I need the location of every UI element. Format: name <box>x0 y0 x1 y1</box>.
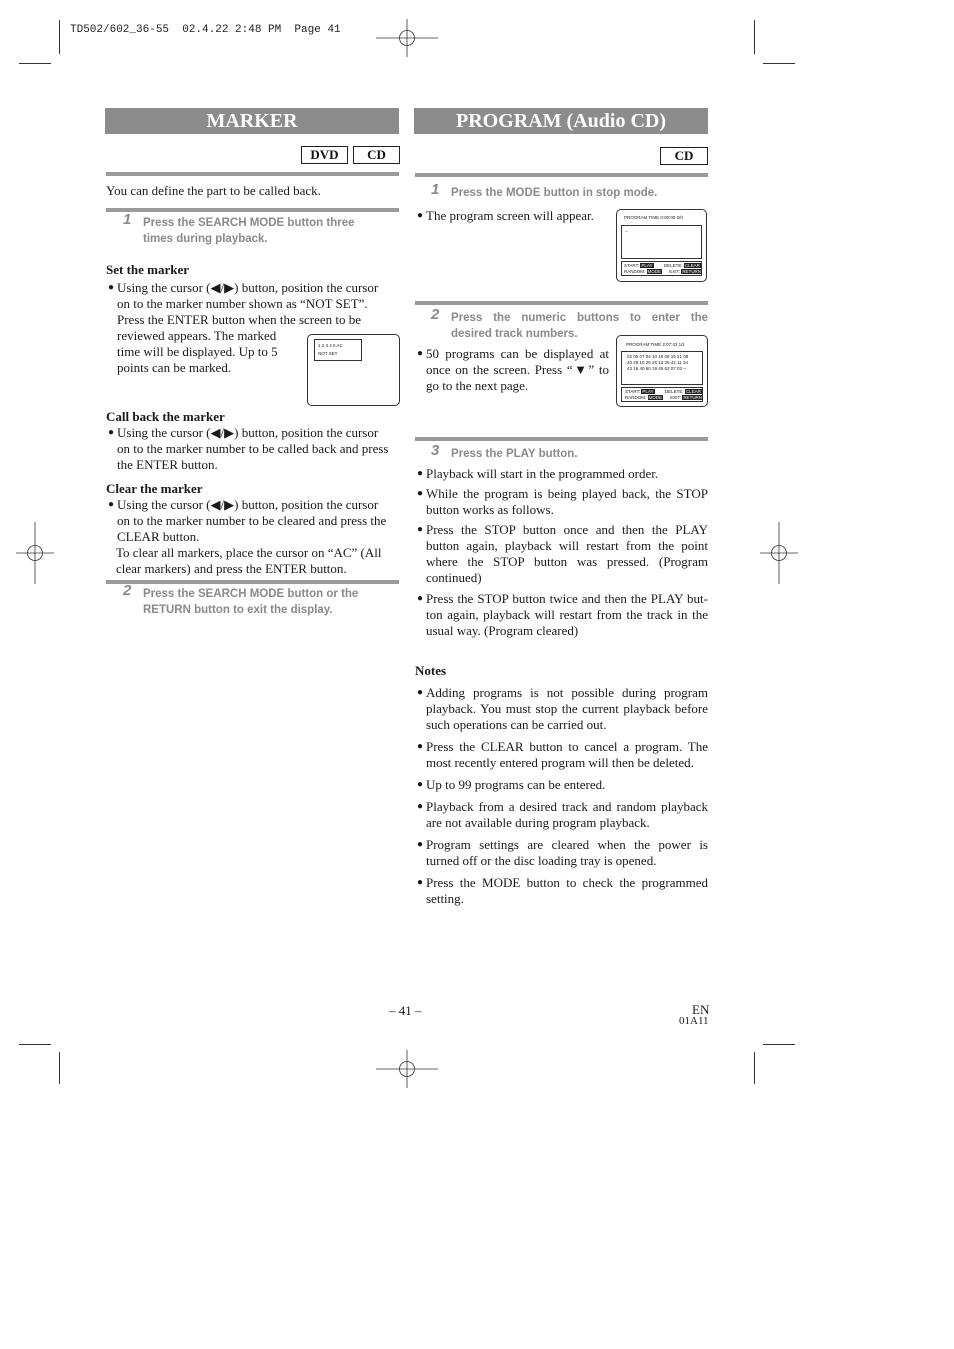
page-number: – 41 – <box>389 1003 422 1018</box>
step-number: 3 <box>431 442 440 459</box>
screen-track-row: 20 28 10 25 26 13 30 42 11 34 <box>627 360 688 365</box>
set-marker-heading: Set the marker <box>106 262 190 277</box>
text-line: Press the CLEAR button to cancel a program. The <box>426 739 708 754</box>
text-line: time will be displayed. Up to 5 <box>117 344 278 359</box>
text-line: Using the cursor (◀/▶) button, position the cursor <box>117 497 379 512</box>
badge-cd: CD <box>353 146 400 164</box>
note-5 <box>426 837 708 869</box>
bullet-icon: ● <box>417 524 424 535</box>
bullet-icon: ● <box>417 593 424 604</box>
language-code: EN <box>692 1002 710 1017</box>
badge-cd: CD <box>660 147 708 165</box>
step-text-line: Press the SEARCH MODE button three <box>143 217 355 229</box>
bullet-icon: ● <box>417 468 424 479</box>
bullet-icon: ● <box>417 779 424 790</box>
text-line: the ENTER button. <box>117 457 218 472</box>
screen-label: EXIT: <box>670 395 682 400</box>
bullet-icon: ● <box>417 839 424 850</box>
screen-label: START: <box>625 389 641 394</box>
step-text-line: desired track numbers. <box>451 328 578 340</box>
bullet-icon: ● <box>417 687 424 698</box>
step-number: 1 <box>123 211 132 228</box>
step-number: 2 <box>123 582 132 599</box>
program-step-3 <box>431 442 708 464</box>
crop-mark-br-v <box>754 1052 755 1084</box>
badge-dvd: DVD <box>301 146 348 164</box>
note-1 <box>426 685 708 733</box>
note-2 <box>426 739 708 771</box>
screen-label: RANDOM: <box>625 395 647 400</box>
step3-bullet-2 <box>426 486 708 518</box>
text-line: are not available during program playback. <box>426 815 650 830</box>
program-step2-bullet <box>426 346 609 394</box>
divider <box>415 437 708 441</box>
screen-label: RANDOM: <box>624 269 646 274</box>
screen-label: DELETE: <box>664 389 684 394</box>
call-back-text <box>117 425 399 473</box>
screen-key: CLEAR <box>685 389 701 394</box>
text-line: continued) <box>426 570 482 585</box>
marker-screen-numbers: 1 2 3 4 5 AC <box>318 343 343 348</box>
text-line: most recently entered program will then be deleted. <box>426 755 694 770</box>
divider <box>415 173 708 177</box>
screen-key: MODE <box>648 395 663 400</box>
marker-title: MARKER <box>105 108 399 134</box>
text-line: on to the marker number to be cleared and press the <box>117 513 387 528</box>
crop-mark-tr-v <box>754 20 755 54</box>
text-line: once on the screen. Press “▼” to <box>426 362 609 377</box>
screen-header: PROGRAM TIME 2:07:43 1/1 <box>626 342 685 347</box>
bullet-icon: ● <box>108 282 115 293</box>
step3-bullet-1 <box>426 466 708 482</box>
step-text-line: Press the SEARCH MODE button or the <box>143 588 359 600</box>
registration-mark-top-icon <box>392 23 422 53</box>
text-line: Press the MODE button to check the programmed <box>426 875 708 890</box>
program-screen-filled <box>616 335 708 407</box>
screen-body: -- <box>625 229 628 234</box>
text-line: reviewed appears. The marked <box>117 328 277 343</box>
registration-mark-left-icon <box>20 538 50 568</box>
text-line: button works as follows. <box>426 502 554 517</box>
notes-heading: Notes <box>415 663 447 678</box>
text-line: ton again, playback will restart from the track in the <box>426 607 708 622</box>
text-line: 50 programs can be displayed at <box>426 346 609 361</box>
divider <box>415 301 708 305</box>
bullet-icon: ● <box>417 348 424 359</box>
crop-mark-tl-h <box>19 63 51 64</box>
program-step-1 <box>431 181 708 203</box>
divider <box>106 208 399 212</box>
document-code: 01A11 <box>679 1015 709 1027</box>
crop-mark-tl-v <box>59 20 60 54</box>
step3-bullet-4 <box>426 591 708 639</box>
bullet-icon: ● <box>417 801 424 812</box>
bullet-icon: ● <box>108 499 115 510</box>
step-text-line: Press the numeric buttons to enter the <box>451 312 708 324</box>
text-line: usual way. (Program cleared) <box>426 623 579 638</box>
screen-label: DELETE: <box>663 263 683 268</box>
crop-mark-tr-h <box>763 63 795 64</box>
text-line: playback. You must stop the current playback before <box>426 701 708 716</box>
text-line: Up to 99 programs can be entered. <box>426 777 606 792</box>
step-text-line: Press the PLAY button. <box>451 448 578 460</box>
bullet-icon: ● <box>417 488 424 499</box>
screen-key: MODE <box>647 269 662 274</box>
marker-screen-illustration <box>307 334 400 406</box>
text-line: on to the marker number to be called back and press <box>117 441 389 456</box>
text-line: turned off or the disc loading tray is opened. <box>426 853 657 868</box>
step-text-line: times during playback. <box>143 233 268 245</box>
text-line: Press the STOP button twice and then the PLAY but- <box>426 591 708 606</box>
bullet-icon: ● <box>417 210 424 221</box>
text-line: where the STOP button was pressed. (Program <box>426 554 708 569</box>
marker-step-1 <box>123 211 399 249</box>
screen-key: PLAY <box>642 389 654 394</box>
call-back-heading: Call back the marker <box>106 409 225 424</box>
clear-marker-heading: Clear the marker <box>106 481 203 496</box>
screen-footer-row <box>624 269 702 274</box>
text-line: Using the cursor (◀/▶) button, position the cursor <box>117 280 379 295</box>
registration-mark-right-icon <box>764 538 794 568</box>
screen-label: START: <box>624 263 640 268</box>
step-number: 2 <box>431 306 440 323</box>
bullet-icon: ● <box>417 741 424 752</box>
text-line: Press the ENTER button when the screen to be <box>117 312 362 327</box>
bullet-icon: ● <box>108 427 115 438</box>
text-line: CLEAR button. <box>117 529 200 544</box>
screen-key: CLEAR <box>684 263 700 268</box>
screen-key: RETURN <box>683 395 703 400</box>
note-6 <box>426 875 708 907</box>
crop-mark-bl-h <box>19 1044 51 1045</box>
screen-label: EXIT: <box>669 269 681 274</box>
text-line: To clear all markers, place the cursor on “AC” (All <box>116 545 382 560</box>
screen-header: PROGRAM TIME 0:00:00 0/0 <box>624 215 683 220</box>
screen-track-row: 43 16 40 60 19 45 63 07 03 -- <box>627 366 687 371</box>
screen-key: RETURN <box>682 269 702 274</box>
screen-track-row: 02 05 07 04 10 19 08 15 21 08 <box>627 354 689 359</box>
screen-footer-row <box>624 263 701 268</box>
marker-screen-status: NOT SET <box>318 351 338 356</box>
note-4 <box>426 799 708 831</box>
marker-step-2 <box>123 582 399 620</box>
print-header: TD502/602_36-55 02.4.22 2:48 PM Page 41 <box>70 24 341 36</box>
program-title: PROGRAM (Audio CD) <box>414 108 708 134</box>
crop-mark-bl-v <box>59 1052 60 1084</box>
screen-key: PLAY <box>641 263 653 268</box>
program-screen-empty <box>616 209 707 282</box>
note-3 <box>426 777 708 793</box>
program-step1-bullet: The program screen will appear. <box>426 208 594 223</box>
text-line: on to the marker number shown as “NOT SET”. <box>117 296 368 311</box>
text-line: While the program is being played back, the STOP <box>426 486 708 501</box>
screen-footer-row <box>625 395 703 400</box>
text-line: Using the cursor (◀/▶) button, position the cursor <box>117 425 379 440</box>
step-number: 1 <box>431 181 440 198</box>
text-line: points can be marked. <box>117 360 232 375</box>
crop-mark-br-h <box>763 1044 795 1045</box>
text-line: such operations can be carried out. <box>426 717 607 732</box>
step-text-line: Press the MODE button in stop mode. <box>451 187 658 199</box>
text-line: Program settings are cleared when the power is <box>426 837 708 852</box>
clear-marker-text <box>117 497 399 577</box>
divider <box>106 580 399 584</box>
text-line: button again, playback will restart from the point <box>426 538 708 553</box>
text-line: Playback from a desired track and random playback <box>426 799 708 814</box>
screen-footer-row <box>625 389 702 394</box>
text-line: clear markers) and press the ENTER button. <box>116 561 347 576</box>
registration-mark-bottom-icon <box>392 1054 422 1084</box>
text-line: go to the next page. <box>426 378 529 393</box>
marker-intro: You can define the part to be called back. <box>106 183 321 198</box>
text-line: Playback will start in the programmed order. <box>426 466 659 481</box>
text-line: Adding programs is not possible during program <box>426 685 708 700</box>
text-line: setting. <box>426 891 464 906</box>
step-text-line: RETURN button to exit the display. <box>143 604 333 616</box>
text-line: Press the STOP button once and then the PLAY <box>426 522 708 537</box>
bullet-icon: ● <box>417 877 424 888</box>
divider <box>106 172 399 176</box>
step3-bullet-3 <box>426 522 708 586</box>
